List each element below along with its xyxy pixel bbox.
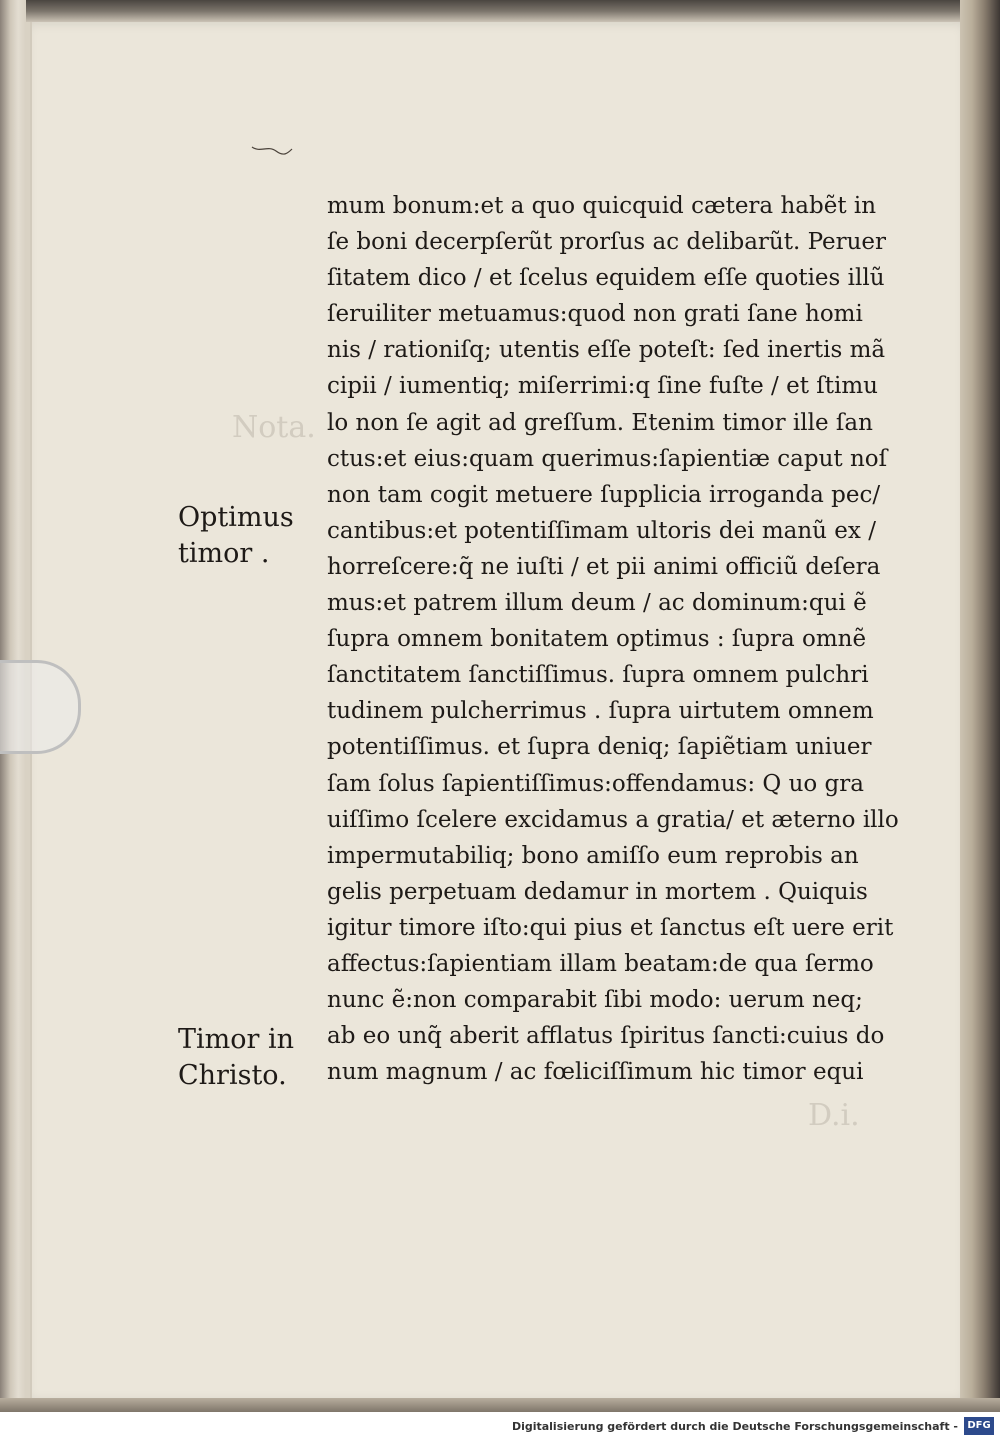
margin-note-optimus-timor [178, 500, 294, 572]
text-line: ſe boni decerpſerũt prorſus ac delibarũt. Peruer [327, 229, 887, 256]
text-line: horreſcere:q̃ ne iuſti / et pii animi officiũ deſera [327, 553, 881, 580]
text-line: impermutabiliq; bono amiſſo eum reprobis an [327, 842, 859, 869]
text-line: igitur timore iſto:qui pius et ſanctus eſt uere erit [327, 914, 894, 941]
margin-note-line: Optimus [178, 502, 294, 533]
footer-funding-text: Digitalisierung gefördert durch die Deutsche Forschungsgemeinschaft - [511, 1420, 958, 1433]
text-line: mus:et patrem illum deum / ac dominum:qui ẽ [327, 590, 867, 617]
text-line: ctus:et eius:quam querimus:ſapientiæ caput noſ [327, 445, 888, 472]
text-line: ab eo unq̃ aberit afflatus ſpiritus ſancti:cuius do [327, 1023, 885, 1050]
text-line: nis / rationiſq; utentis eſſe poteſt: ſed inertis mã [327, 337, 886, 364]
digitization-footer [0, 1412, 1000, 1443]
book-right-edge [960, 0, 1000, 1412]
dfg-logo: DFG [964, 1417, 994, 1435]
text-line: ſam ſolus ſapientiſſimus:offendamus: Q uo gra [327, 770, 864, 797]
book-bottom-edge [0, 1398, 1000, 1412]
text-line: uiſſimo ſcelere excidamus a gratia/ et æterno illo [327, 806, 899, 833]
text-line: ſanctitatem ſanctiſſimus. ſupra omnem pulchri [327, 662, 869, 689]
text-line: affectus:ſapientiam illam beatam:de qua ſermo [327, 950, 874, 977]
book-top-edge [0, 0, 1000, 22]
text-line: ſitatem dico / et ſcelus equidem eſſe quoties illũ [327, 265, 885, 292]
margin-note-timor-in-christo [178, 1022, 294, 1094]
margin-note-line: Timor in [178, 1024, 295, 1055]
margin-note-line: timor . [178, 538, 270, 569]
text-line: num magnum / ac fœliciſſimum hic timor equi [327, 1059, 864, 1086]
text-line: gelis perpetuam dedamur in mortem . Quiquis [327, 878, 868, 905]
text-line: potentiſſimus. et ſupra deniq; ſapiẽtiam uniuer [327, 734, 872, 761]
margin-note-line: Christo. [178, 1060, 287, 1091]
text-line: mum bonum:et a quo quicquid cætera habẽt in [327, 193, 877, 219]
ink-squiggle-icon [250, 143, 294, 155]
page-clip-icon [0, 660, 81, 754]
text-line: ſupra omnem bonitatem optimus : ſupra omnẽ [327, 626, 867, 653]
text-line: ſeruiliter metuamus:quod non grati ſane homi [327, 301, 863, 328]
text-line: non tam cogit metuere ſupplicia irroganda pec/ [327, 481, 881, 508]
text-line: nunc ẽ:non comparabit ſibi modo: uerum neq; [327, 987, 863, 1014]
show-through-ghost-signature: D.i. [808, 1098, 860, 1133]
show-through-ghost-text: Nota. [232, 410, 316, 445]
main-text-block [327, 188, 899, 1090]
text-line: lo non ſe agit ad greſſum. Etenim timor ille ſan [327, 409, 873, 436]
text-line: cantibus:et potentiſſimam ultoris dei manũ ex / [327, 517, 876, 544]
text-line: cipii / iumentiq; miſerrimi:q ſine fuſte / et ſtimu [327, 373, 878, 400]
text-line: tudinem pulcherrimus . ſupra uirtutem omnem [327, 698, 874, 725]
